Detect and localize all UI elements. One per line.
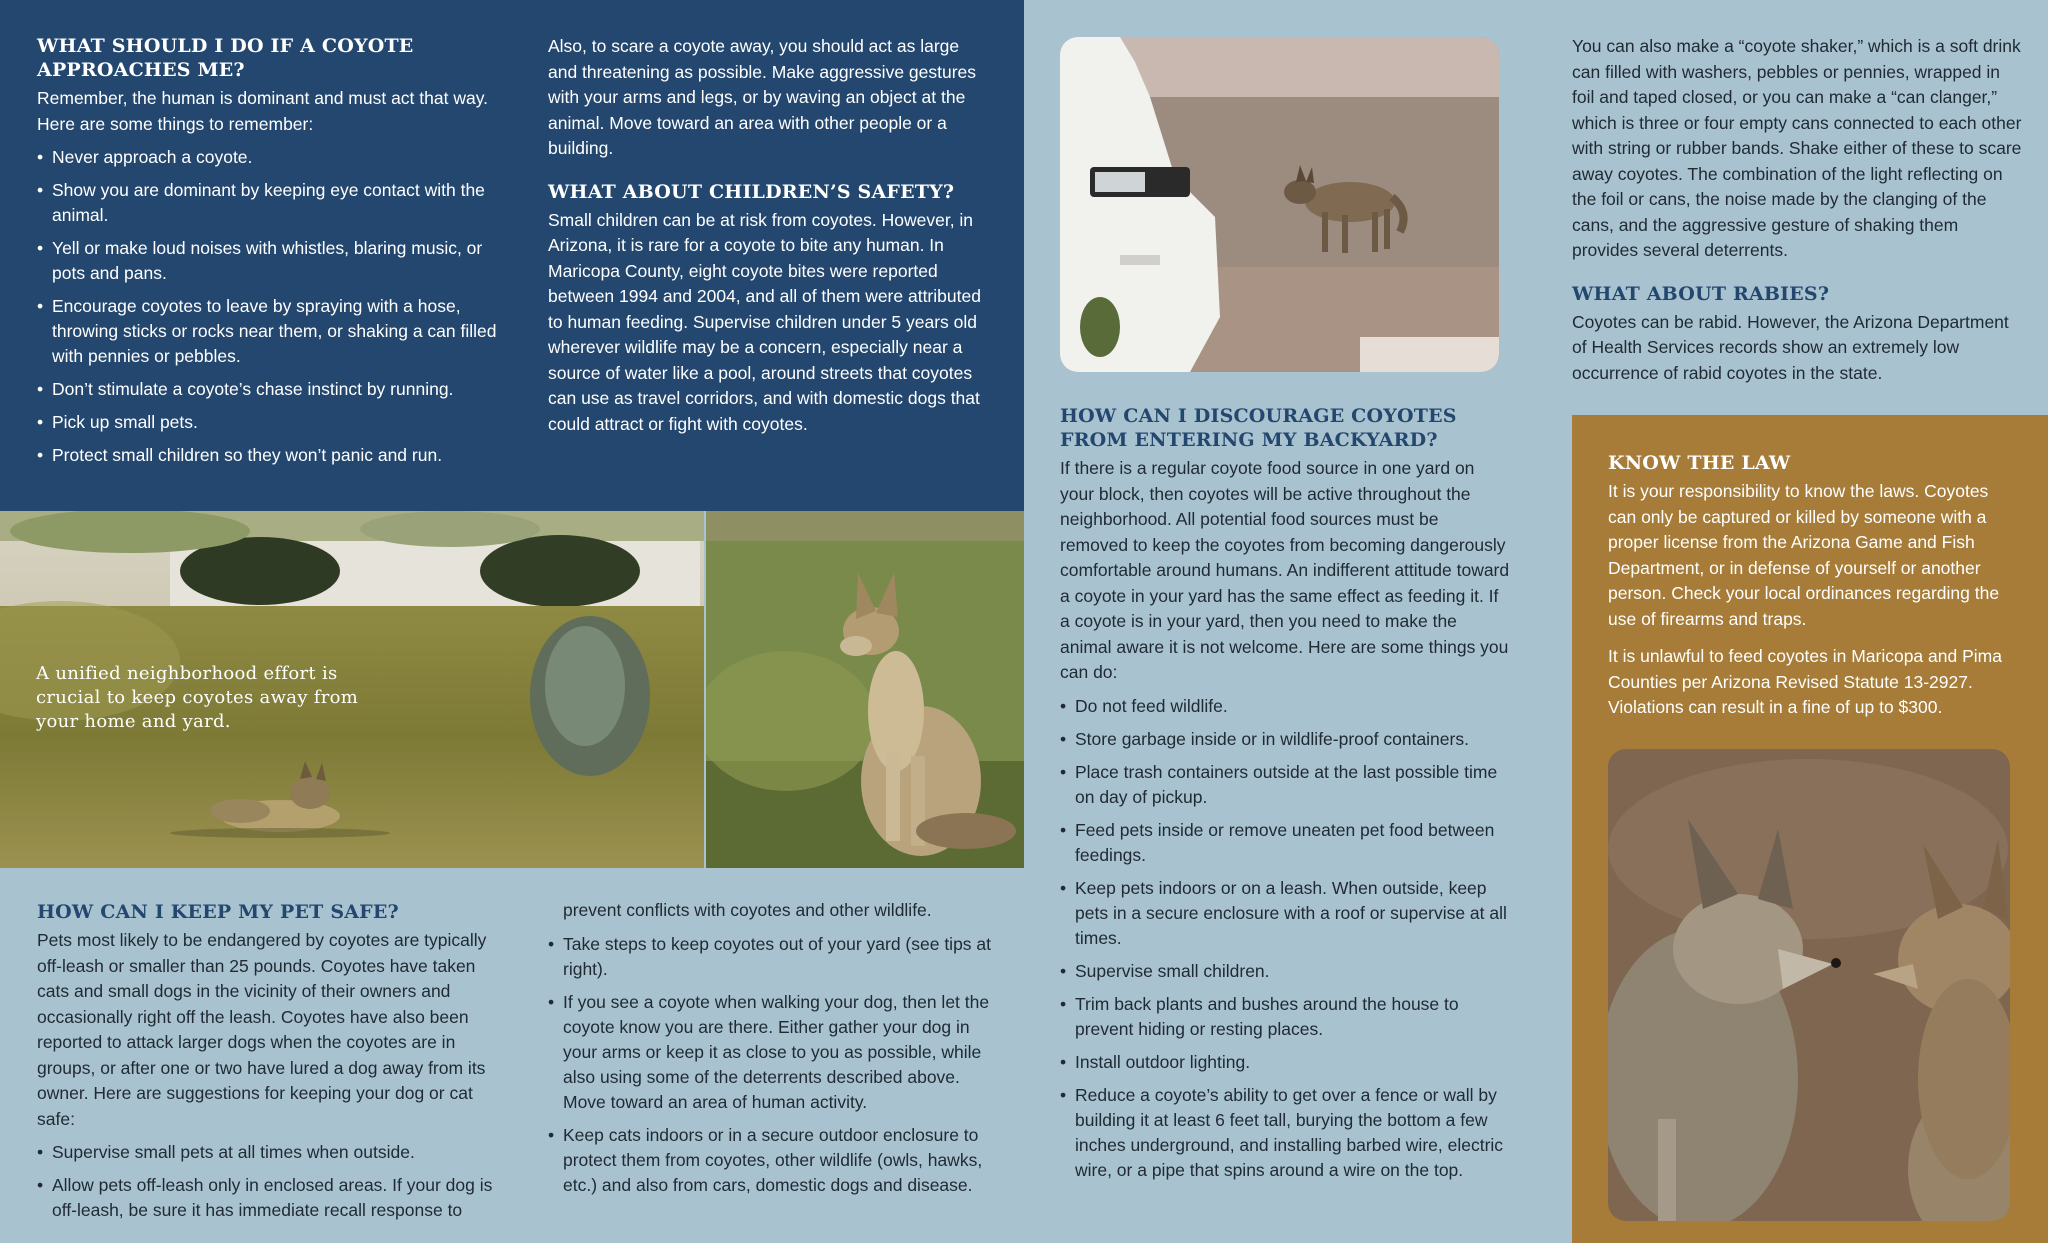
list-item: • Supervise small pets at all times when outside. [37, 1140, 497, 1165]
sitting-coyote-image [706, 511, 1024, 868]
list-item: • Don’t stimulate a coyote’s chase instinct by running. [37, 377, 497, 402]
backyard-list [1060, 694, 1510, 1183]
list-item: • Keep cats indoors or in a secure outdoor enclosure to protect them from coyotes, other wildlife (owls, hawks, etc.) and also from cars, domestic dogs and disease. [548, 1123, 998, 1198]
photo-caption: A unified neighborhood effort is crucial to keep coyotes away from your home and yard. [36, 663, 359, 732]
backyard-section [1060, 404, 1510, 1183]
backyard-heading: HOW CAN I DISCOURAGE COYOTES FROM ENTERING MY BACKYARD? [1060, 405, 1457, 451]
list-item: • Take steps to keep coyotes out of your yard (see tips at right). [548, 932, 998, 982]
backyard-body: If there is a regular coyote food source in one yard on your block, then coyotes will be active throughout the neighborhood. All potential food sources must be removed to keep the coyotes from becoming dangerously comfortable around humans. An indifferent attitude toward a coyote in your yard has the same effect as feeding it. If a coyote is in your yard, then you need to make the animal aware it is not welcome. Here are some things you can do: [1060, 458, 1510, 682]
pet-safety-list-1 [37, 1140, 497, 1223]
two-coyotes-photo [1608, 749, 2010, 1221]
rabies-heading: WHAT ABOUT RABIES? [1572, 282, 1830, 305]
law-paragraph-2: It is unlawful to feed coyotes in Maricopa and Pima Counties per Arizona Revised Statute 13-2927. Violations can result in a fine of up to $300. [1608, 646, 2002, 717]
children-safety-body: Small children can be at risk from coyotes. However, in Arizona, it is rare for a coyote to bite any human. In Maricopa County, eight coyote bites were reported between 1994 and 2004, and all of them were attributed to human feeding. Supervise children under 5 years old wherever wildlife may be a concern, especially near a source of water like a pool, around streets that coyotes can use as travel corridors, and with domestic dogs that could attract or fight with coyotes. [548, 209, 981, 434]
pet-safety-continued [548, 898, 998, 1198]
children-safety-heading: WHAT ABOUT CHILDREN’S SAFETY? [548, 180, 955, 203]
pet-safety-continued-text: prevent conflicts with coyotes and other wildlife. [563, 900, 932, 920]
list-item: • If you see a coyote when walking your dog, then let the coyote know you are there. Either gather your dog in your arms or keep it as close to you as possible, while also using some of the deterrents described above. Move toward an area of human activity. [548, 990, 998, 1115]
list-item: • Trim back plants and bushes around the house to prevent hiding or resting places. [1060, 992, 1510, 1042]
law-paragraph-1: It is your responsibility to know the laws. Coyotes can only be captured or killed by someone with a proper license from the Arizona Game and Fish Department, or in defense of yourself or another person. Check your local ordinances regarding the use of firearms and traps. [1608, 481, 2000, 629]
list-item: • Protect small children so they won’t panic and run. [37, 443, 497, 468]
list-item: • Yell or make loud noises with whistles, blaring music, or pots and pans. [37, 236, 497, 286]
scare-text: Also, to scare a coyote away, you should act as large and threatening as possible. Make aggressive gestures with your arms and legs, or by waving an object at the animal. Move toward an area with other people or a building. [548, 36, 977, 158]
law-panel [1572, 415, 2048, 1243]
list-item: • Do not feed wildlife. [1060, 694, 1510, 719]
scare-and-children-section [548, 34, 988, 437]
blue-panel [0, 0, 1024, 511]
shaker-body: You can also make a “coyote shaker,” which is a soft drink can filled with washers, pebbles or pennies, wrapped in foil and taped closed, or you can make a “can clanger,” which is three or four empty cans connected to each other with string or rubber bands. Shake either of these to scare away coyotes. The combination of the light reflecting on the foil or cans, the noise made by the clanging of the cans, and the aggressive gesture of shaking them provides several deterrents. [1572, 36, 2022, 260]
coyote-approach-heading: WHAT SHOULD I DO IF A COYOTE APPROACHES ME? [37, 35, 414, 81]
street-scene-image [1060, 37, 1499, 372]
pet-safety-body: Pets most likely to be endangered by coyotes are typically off-leash or smaller than 25 pounds. Coyotes have taken cats and small dogs in the vicinity of their owners and occasionally right off the leash. Coyotes have also been reported to attack larger dogs when the coyotes are in groups, or after one or two have lured a dog away from its owner. Here are suggestions for keeping your dog or cat safe: [37, 930, 487, 1129]
law-heading: KNOW THE LAW [1608, 452, 1791, 474]
list-item: • Encourage coyotes to leave by spraying with a hose, throwing sticks or rocks near them, or shaking a can filled with pennies or pebbles. [37, 294, 497, 369]
list-item: • Reduce a coyote’s ability to get over a fence or wall by building it at least 6 feet tall, burying the bottom a few inches underground, and installing barbed wire, electric wire, or a pipe that spins around a wire on the top. [1060, 1083, 1510, 1183]
law-section [1608, 451, 2013, 733]
list-item: • Install outdoor lighting. [1060, 1050, 1510, 1075]
list-item: • Supervise small children. [1060, 959, 1510, 984]
list-item: • Allow pets off-leash only in enclosed areas. If your dog is off-leash, be sure it has immediate recall response to [37, 1173, 497, 1223]
pet-safety-list-2 [548, 932, 998, 1198]
rabies-body: Coyotes can be rabid. However, the Arizona Department of Health Services records show an extremely low occurrence of rabid coyotes in the state. [1572, 311, 2009, 383]
shaker-rabies-section [1572, 34, 2022, 386]
coyote-approach-intro: Remember, the human is dominant and must act that way. Here are some things to remember: [37, 88, 489, 134]
list-item: • Feed pets inside or remove uneaten pet food between feedings. [1060, 818, 1510, 868]
list-item: • Keep pets indoors or on a leash. When outside, keep pets in a secure enclosure with a roof or supervise at all times. [1060, 876, 1510, 951]
street-coyote-photo [1060, 37, 1499, 372]
sitting-coyote-photo [706, 511, 1024, 868]
list-item: • Pick up small pets. [37, 410, 497, 435]
list-item: • Store garbage inside or in wildlife-proof containers. [1060, 727, 1510, 752]
pet-safety-heading: HOW CAN I KEEP MY PET SAFE? [37, 901, 399, 923]
list-item: • Place trash containers outside at the last possible time on day of pickup. [1060, 760, 1510, 810]
two-coyotes-image [1608, 749, 2010, 1221]
pet-safety-section [37, 900, 497, 1223]
coyote-approach-list [37, 145, 497, 468]
coyote-approach-section [37, 34, 497, 468]
list-item: • Show you are dominant by keeping eye contact with the animal. [37, 178, 497, 228]
list-item: • Never approach a coyote. [37, 145, 497, 170]
